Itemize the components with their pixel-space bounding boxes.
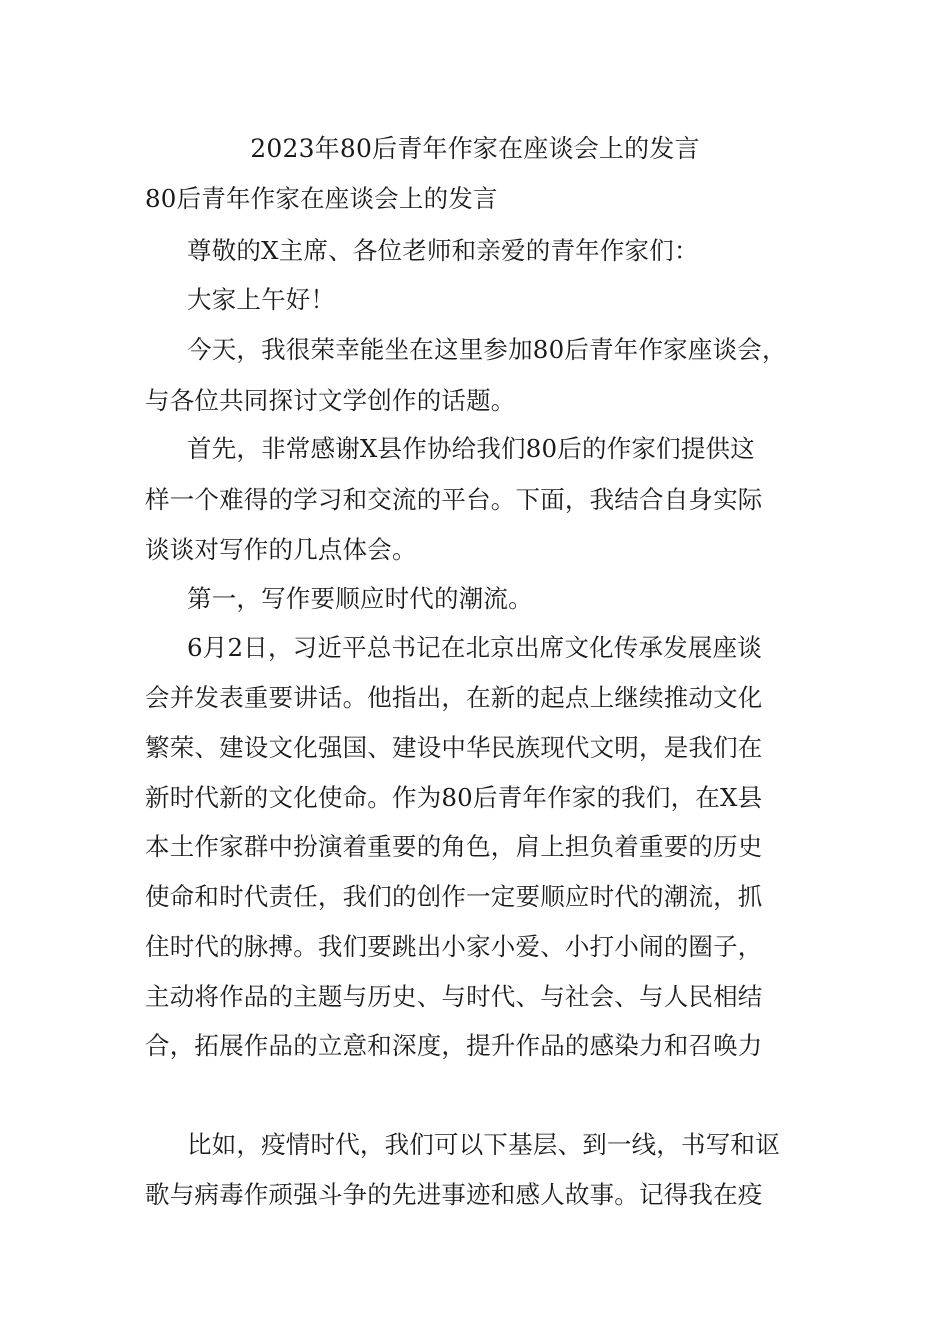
document-subtitle: 80后青年作家在座谈会上的发言 xyxy=(145,184,498,213)
paragraph-line: 会并发表重要讲话。他指出，在新的起点上继续推动文化 xyxy=(145,683,763,712)
paragraph-line: 新时代新的文化使命。作为80后青年作家的我们，在X县 xyxy=(145,783,763,812)
paragraph-line: 谈谈对写作的几点体会。 xyxy=(145,535,417,564)
paragraph-line: 6月2日，习近平总书记在北京出席文化传承发展座谈 xyxy=(187,633,762,662)
paragraph-line: 主动将作品的主题与历史、与时代、与社会、与人民相结 xyxy=(145,982,763,1011)
paragraph-line: 本土作家群中扮演着重要的角色，肩上担负着重要的历史 xyxy=(145,832,763,861)
paragraph-line: 使命和时代责任，我们的创作一定要顺应时代的潮流，抓 xyxy=(145,882,763,911)
paragraph-line: 与各位共同探讨文学创作的话题。 xyxy=(145,386,516,415)
paragraph-line: 样一个难得的学习和交流的平台。下面，我结合自身实际 xyxy=(145,485,763,514)
salutation: 尊敬的X主席、各位老师和亲爱的青年作家们： xyxy=(187,236,699,265)
paragraph-line: 歌与病毒作顽强斗争的先进事迹和感人故事。记得我在疫 xyxy=(145,1180,763,1209)
paragraph-line: 今天，我很荣幸能坐在这里参加80后青年作家座谈会， xyxy=(187,335,787,364)
paragraph-line: 比如，疫情时代，我们可以下基层、到一线，书写和讴 xyxy=(187,1130,780,1159)
paragraph-line: 合，拓展作品的立意和深度，提升作品的感染力和召唤力 xyxy=(145,1031,763,1060)
paragraph-line: 首先，非常感谢X县作协给我们80后的作家们提供这 xyxy=(187,434,755,463)
greeting: 大家上午好！ xyxy=(187,285,336,314)
paragraph-line: 繁荣、建设文化强国、建设中华民族现代文明，是我们在 xyxy=(145,733,763,762)
document-title: 2023年80后青年作家在座谈会上的发言 xyxy=(250,134,700,163)
paragraph-line: 住时代的脉搏。我们要跳出小家小爱、小打小闹的圈子， xyxy=(145,932,763,961)
section-heading: 第一，写作要顺应时代的潮流。 xyxy=(187,584,533,613)
